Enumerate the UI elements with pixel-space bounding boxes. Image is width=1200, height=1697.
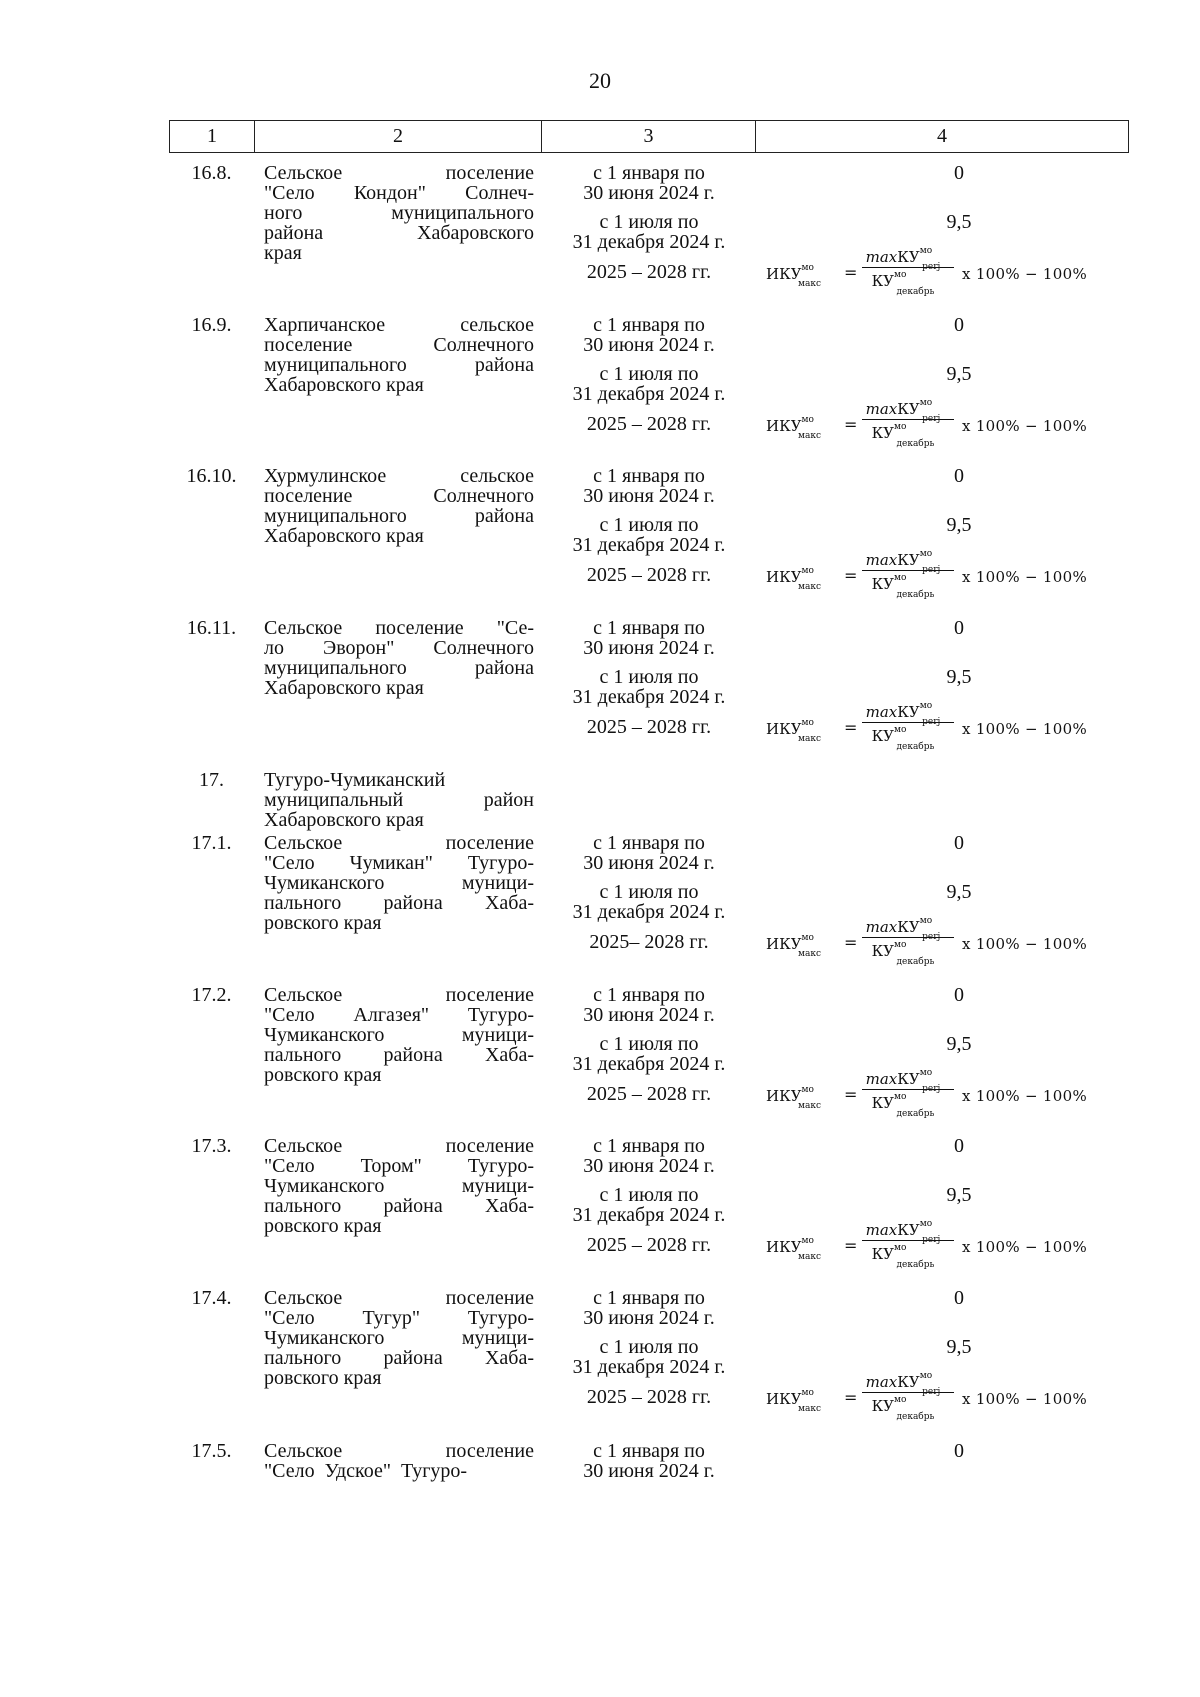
formula-lhs-main: ИКУ [766,568,802,586]
period-label [549,717,749,737]
formula-equals: = [844,1085,858,1104]
formula-block [766,546,1126,606]
formula-den-main: КУ [871,1245,895,1263]
index-value: 0 [954,162,964,184]
municipality-name-line: муниципального района [264,657,534,679]
formula-tail: x 100% − 100% [962,935,1087,953]
formula-den-sub: декабрь [896,287,935,297]
period-label-line: с 1 июля по [599,666,699,688]
municipality-name-line: муниципального района [264,354,534,376]
formula-num-sub: perj [922,717,941,727]
formula-den-sup: мо [894,940,907,950]
period-label [549,163,749,203]
municipality-name-line: Сельское поселение [264,832,534,854]
period-label-line: с 1 января по [593,984,705,1006]
index-value: 9,5 [946,881,972,903]
formula-lhs-sup: мо [801,415,814,425]
header-col-3: 3 [542,121,756,152]
municipality-name-line: ровского края [264,912,382,934]
formula-lhs-sup: мо [801,1236,814,1246]
formula-den-sub: декабрь [896,742,935,752]
formula-num-sub: perj [922,1387,941,1397]
period-label [549,985,749,1025]
formula-max: max [865,551,898,569]
formula-lhs [766,415,837,441]
formula-lhs-sup: мо [801,566,814,576]
period-label-line: с 1 января по [593,617,705,639]
municipality-name-line: пального района Хаба- [264,1347,534,1369]
period-label-line: 30 июня 2024 г. [583,182,715,204]
period-label [549,466,749,506]
formula-fraction [862,698,954,753]
index-value: 0 [954,617,964,639]
row-number: 16.11. [186,617,237,639]
formula-equals: = [844,415,858,434]
formula-num-main: КУ [897,400,920,418]
index-value: 0 [954,984,964,1006]
period-label-line: 30 июня 2024 г. [583,1307,715,1329]
period-label-line: 30 июня 2024 г. [583,334,715,356]
formula-lhs-sub: макс [797,279,821,289]
municipality-name-line: Чумиканского муници- [264,1024,534,1046]
row-number: 17.4. [191,1287,232,1309]
period-label-line: 2025 – 2028 гг. [586,1083,712,1105]
period-label-line: 2025– 2028 гг. [589,931,709,953]
period-label [549,262,749,282]
formula-denominator [862,420,954,450]
formula-block [766,243,1126,303]
period-label-line: 2025 – 2028 гг. [586,1234,712,1256]
formula-tail: x 100% − 100% [962,1087,1087,1105]
municipality-name-line: пального района Хаба- [264,1044,534,1066]
formula-equals: = [844,933,858,952]
formula-numerator [862,913,954,942]
formula-numerator [862,395,954,424]
period-label [549,833,749,873]
formula-lhs-sub: макс [797,582,821,592]
formula-equals: = [844,1388,858,1407]
formula-equals: = [844,263,858,282]
index-value: 9,5 [946,1336,972,1358]
formula-den-sup: мо [894,270,907,280]
formula-num-sup: мо [919,1068,933,1078]
formula-numerator [862,243,954,272]
period-label [549,667,749,707]
formula-fraction [862,243,954,298]
formula-den-main: КУ [871,1094,895,1112]
formula-lhs [766,1085,837,1111]
formula-num-sub: perj [922,1084,941,1094]
municipality-name-line: "Село Чумикан" Тугуро- [264,852,534,874]
formula-num-sup: мо [919,1219,933,1229]
header-col-2: 2 [255,121,542,152]
period-label-line: 2025 – 2028 гг. [586,413,712,435]
period-label [549,1034,749,1074]
formula-lhs [766,718,837,744]
index-value: 0 [954,1287,964,1309]
formula-num-sup: мо [919,398,933,408]
index-value: 9,5 [946,363,972,385]
period-label-line: с 1 июля по [599,881,699,903]
period-label-line: 30 июня 2024 г. [583,852,715,874]
municipality-name-line: края [264,242,302,264]
formula-block [766,698,1126,758]
formula-den-sub: декабрь [896,439,935,449]
formula-denominator [862,1090,954,1120]
formula-lhs-sup: мо [801,718,814,728]
formula-max: max [865,1373,898,1391]
formula-block [766,1368,1126,1428]
formula-den-sup: мо [894,1395,907,1405]
formula-num-sup: мо [919,549,933,559]
formula-numerator [862,1065,954,1094]
period-label-line: с 1 января по [593,314,705,336]
formula-num-main: КУ [897,703,920,721]
period-label-line: с 1 июля по [599,1336,699,1358]
municipality-name-line: Харпичанское сельское [264,314,534,336]
municipality-name [264,163,534,263]
row-number: 17.3. [191,1135,232,1157]
period-label-line: 30 июня 2024 г. [583,1004,715,1026]
index-value: 9,5 [946,1184,972,1206]
municipality-name-line: муниципального района [264,505,534,527]
municipality-name [264,1136,534,1236]
municipality-name-line: Сельское поселение [264,1135,534,1157]
formula-block [766,913,1126,973]
formula-lhs-sub: макс [797,1252,821,1262]
formula-den-sub: декабрь [896,1260,935,1270]
formula-num-sup: мо [919,1371,933,1381]
formula-lhs-main: ИКУ [766,1238,802,1256]
formula-fraction [862,1216,954,1271]
row-number: 17.2. [191,984,232,1006]
formula-lhs-main: ИКУ [766,935,802,953]
period-label [549,515,749,555]
formula-denominator [862,571,954,601]
period-label [549,1337,749,1377]
period-label [549,932,749,952]
formula-denominator [862,1241,954,1271]
formula-lhs-main: ИКУ [766,1390,802,1408]
municipality-name-line: поселение Солнечного [264,334,534,356]
period-label-line: с 1 июля по [599,514,699,536]
formula-lhs-sub: макс [797,949,821,959]
period-label-line: с 1 июля по [599,1184,699,1206]
period-label-line: 31 декабря 2024 г. [572,686,726,708]
period-label-line: с 1 января по [593,465,705,487]
formula-lhs-main: ИКУ [766,417,802,435]
formula-lhs-sup: мо [801,1388,814,1398]
municipality-name-line: "Село Кондон" Солнеч- [264,182,534,204]
index-value: 0 [954,465,964,487]
period-label [549,414,749,434]
formula-lhs-sub: макс [797,1404,821,1414]
municipality-name-line: Сельское поселение "Се- [264,617,534,639]
municipality-name-line: поселение Солнечного [264,485,534,507]
municipality-name-line: Хабаровского края [264,525,424,547]
formula-num-main: КУ [897,918,920,936]
municipality-name-line: Тугуро-Чумиканский [264,769,446,791]
formula-max: max [865,1221,898,1239]
formula-tail: x 100% − 100% [962,568,1087,586]
formula-fraction [862,546,954,601]
formula-lhs-main: ИКУ [766,1087,802,1105]
formula-denominator [862,723,954,753]
index-value: 9,5 [946,1033,972,1055]
municipality-name [264,315,534,395]
index-value: 0 [954,314,964,336]
formula-max: max [865,703,898,721]
formula-den-sub: декабрь [896,1412,935,1422]
formula-den-main: КУ [871,575,895,593]
formula-num-sub: perj [922,262,941,272]
period-label-line: с 1 июля по [599,1033,699,1055]
index-value: 0 [954,1135,964,1157]
formula-den-main: КУ [871,424,895,442]
formula-equals: = [844,566,858,585]
period-label-line: с 1 июля по [599,211,699,233]
formula-lhs-sup: мо [801,1085,814,1095]
period-label [549,212,749,252]
formula-lhs [766,1236,837,1262]
index-value: 9,5 [946,666,972,688]
formula-den-main: КУ [871,1397,895,1415]
formula-tail: x 100% − 100% [962,1390,1087,1408]
row-number: 17.1. [191,832,232,854]
page-number: 20 [589,68,611,93]
formula-block [766,395,1126,455]
row-number: 16.10. [186,465,237,487]
period-label-line: с 1 января по [593,832,705,854]
formula-den-main: КУ [871,727,895,745]
formula-num-sub: perj [922,565,941,575]
municipality-name-line: Сельское поселение [264,162,534,184]
period-label [549,1288,749,1328]
period-label-line: 30 июня 2024 г. [583,485,715,507]
formula-lhs-sub: макс [797,1101,821,1111]
municipality-name-line: "Село Алгазея" Тугуро- [264,1004,534,1026]
municipality-name-line: Сельское поселение [264,984,534,1006]
formula-den-main: КУ [871,272,895,290]
formula-den-sup: мо [894,725,907,735]
municipality-name [264,1288,534,1388]
period-label-line: с 1 января по [593,1287,705,1309]
formula-fraction [862,913,954,968]
formula-lhs [766,933,837,959]
municipality-name-line: "Село Удское" Тугуро- [264,1460,468,1482]
formula-lhs [766,566,837,592]
period-label-line: 31 декабря 2024 г. [572,1356,726,1378]
formula-num-sup: мо [919,246,933,256]
formula-den-main: КУ [871,942,895,960]
formula-fraction [862,1065,954,1120]
formula-num-sub: perj [922,414,941,424]
row-number: 16.8. [191,162,232,184]
formula-num-main: КУ [897,1070,920,1088]
formula-denominator [862,268,954,298]
period-label-line: с 1 января по [593,1135,705,1157]
index-value: 0 [954,1440,964,1462]
period-label [549,1441,749,1481]
formula-num-main: КУ [897,1221,920,1239]
period-label-line: 2025 – 2028 гг. [586,564,712,586]
formula-lhs-sub: макс [797,431,821,441]
formula-num-sub: perj [922,1235,941,1245]
formula-tail: x 100% − 100% [962,417,1087,435]
municipality-name-line: Чумиканского муници- [264,1327,534,1349]
period-label-line: с 1 января по [593,162,705,184]
formula-lhs-main: ИКУ [766,720,802,738]
formula-block [766,1216,1126,1276]
period-label [549,882,749,922]
table-header [169,120,1129,153]
formula-max: max [865,248,898,266]
period-label-line: 31 декабря 2024 г. [572,383,726,405]
municipality-name-line: Чумиканского муници- [264,1175,534,1197]
formula-num-sub: perj [922,932,941,942]
formula-numerator [862,546,954,575]
formula-den-sup: мо [894,1092,907,1102]
municipality-name [264,985,534,1085]
period-label [549,315,749,355]
formula-den-sub: декабрь [896,957,935,967]
formula-den-sub: декабрь [896,590,935,600]
formula-numerator [862,698,954,727]
municipality-name-line: Хабаровского края [264,374,424,396]
municipality-name-line: Сельское поселение [264,1287,534,1309]
period-label-line: 30 июня 2024 г. [583,1155,715,1177]
index-value: 9,5 [946,211,972,233]
period-label-line: 2025 – 2028 гг. [586,1386,712,1408]
row-number: 16.9. [191,314,232,336]
period-label-line: 31 декабря 2024 г. [572,534,726,556]
period-label-line: 31 декабря 2024 г. [572,1053,726,1075]
formula-num-main: КУ [897,1373,920,1391]
formula-den-sub: декабрь [896,1109,935,1119]
header-col-1: 1 [170,121,255,152]
period-label [549,364,749,404]
header-col-4: 4 [937,125,947,147]
period-label-line: 2025 – 2028 гг. [586,261,712,283]
formula-numerator [862,1368,954,1397]
municipality-name-line: ного муниципального [264,202,534,224]
period-label-line: 2025 – 2028 гг. [586,716,712,738]
municipality-name [264,466,534,546]
formula-lhs [766,263,837,289]
row-number: 17. [199,769,224,791]
municipality-name-line: муниципальный район [264,789,534,811]
index-value: 0 [954,832,964,854]
formula-tail: x 100% − 100% [962,265,1087,283]
formula-den-sup: мо [894,573,907,583]
formula-num-main: КУ [897,248,920,266]
formula-max: max [865,400,898,418]
municipality-name [264,618,534,698]
row-number: 17.5. [191,1440,232,1462]
period-label [549,1136,749,1176]
formula-lhs-sub: макс [797,734,821,744]
period-label-line: 31 декабря 2024 г. [572,901,726,923]
period-label [549,1185,749,1225]
formula-num-sup: мо [919,701,933,711]
formula-numerator [862,1216,954,1245]
formula-lhs-main: ИКУ [766,265,802,283]
formula-lhs [766,1388,837,1414]
municipality-name-line: ровского края [264,1367,382,1389]
period-label-line: с 1 июля по [599,363,699,385]
period-label [549,1084,749,1104]
municipality-name-line: Сельское поселение [264,1440,534,1462]
period-label [549,565,749,585]
municipality-name-line: "Село Тором" Тугуро- [264,1155,534,1177]
municipality-name-line: ло Эворон" Солнечного [264,637,534,659]
formula-tail: x 100% − 100% [962,720,1087,738]
period-label-line: с 1 января по [593,1440,705,1462]
formula-den-sup: мо [894,1243,907,1253]
formula-equals: = [844,1236,858,1255]
period-label-line: 30 июня 2024 г. [583,1460,715,1482]
formula-max: max [865,1070,898,1088]
period-label-line: 31 декабря 2024 г. [572,231,726,253]
municipality-name [264,833,534,933]
municipality-name-line: Чумиканского муници- [264,872,534,894]
period-label-line: 30 июня 2024 г. [583,637,715,659]
formula-denominator [862,938,954,968]
municipality-name-line: пального района Хаба- [264,1195,534,1217]
formula-fraction [862,1368,954,1423]
formula-den-sup: мо [894,422,907,432]
formula-tail: x 100% − 100% [962,1238,1087,1256]
period-label-line: 31 декабря 2024 г. [572,1204,726,1226]
municipality-name-line: "Село Тугур" Тугуро- [264,1307,534,1329]
formula-fraction [862,395,954,450]
municipality-name-line: района Хабаровского [264,222,534,244]
municipality-name-line: Хурмулинское сельское [264,465,534,487]
index-value: 9,5 [946,514,972,536]
formula-block [766,1065,1126,1125]
period-label [549,618,749,658]
formula-max: max [865,918,898,936]
formula-num-main: КУ [897,551,920,569]
municipality-name [264,770,534,830]
municipality-name-line: Хабаровского края [264,677,424,699]
formula-lhs-sup: мо [801,933,814,943]
formula-equals: = [844,718,858,737]
formula-denominator [862,1393,954,1423]
municipality-name-line: пального района Хаба- [264,892,534,914]
period-label [549,1235,749,1255]
formula-lhs-sup: мо [801,263,814,273]
municipality-name-line: ровского края [264,1064,382,1086]
municipality-name-line: Хабаровского края [264,809,424,831]
municipality-name-line: ровского края [264,1215,382,1237]
municipality-name [264,1441,534,1481]
period-label [549,1387,749,1407]
formula-num-sup: мо [919,916,933,926]
